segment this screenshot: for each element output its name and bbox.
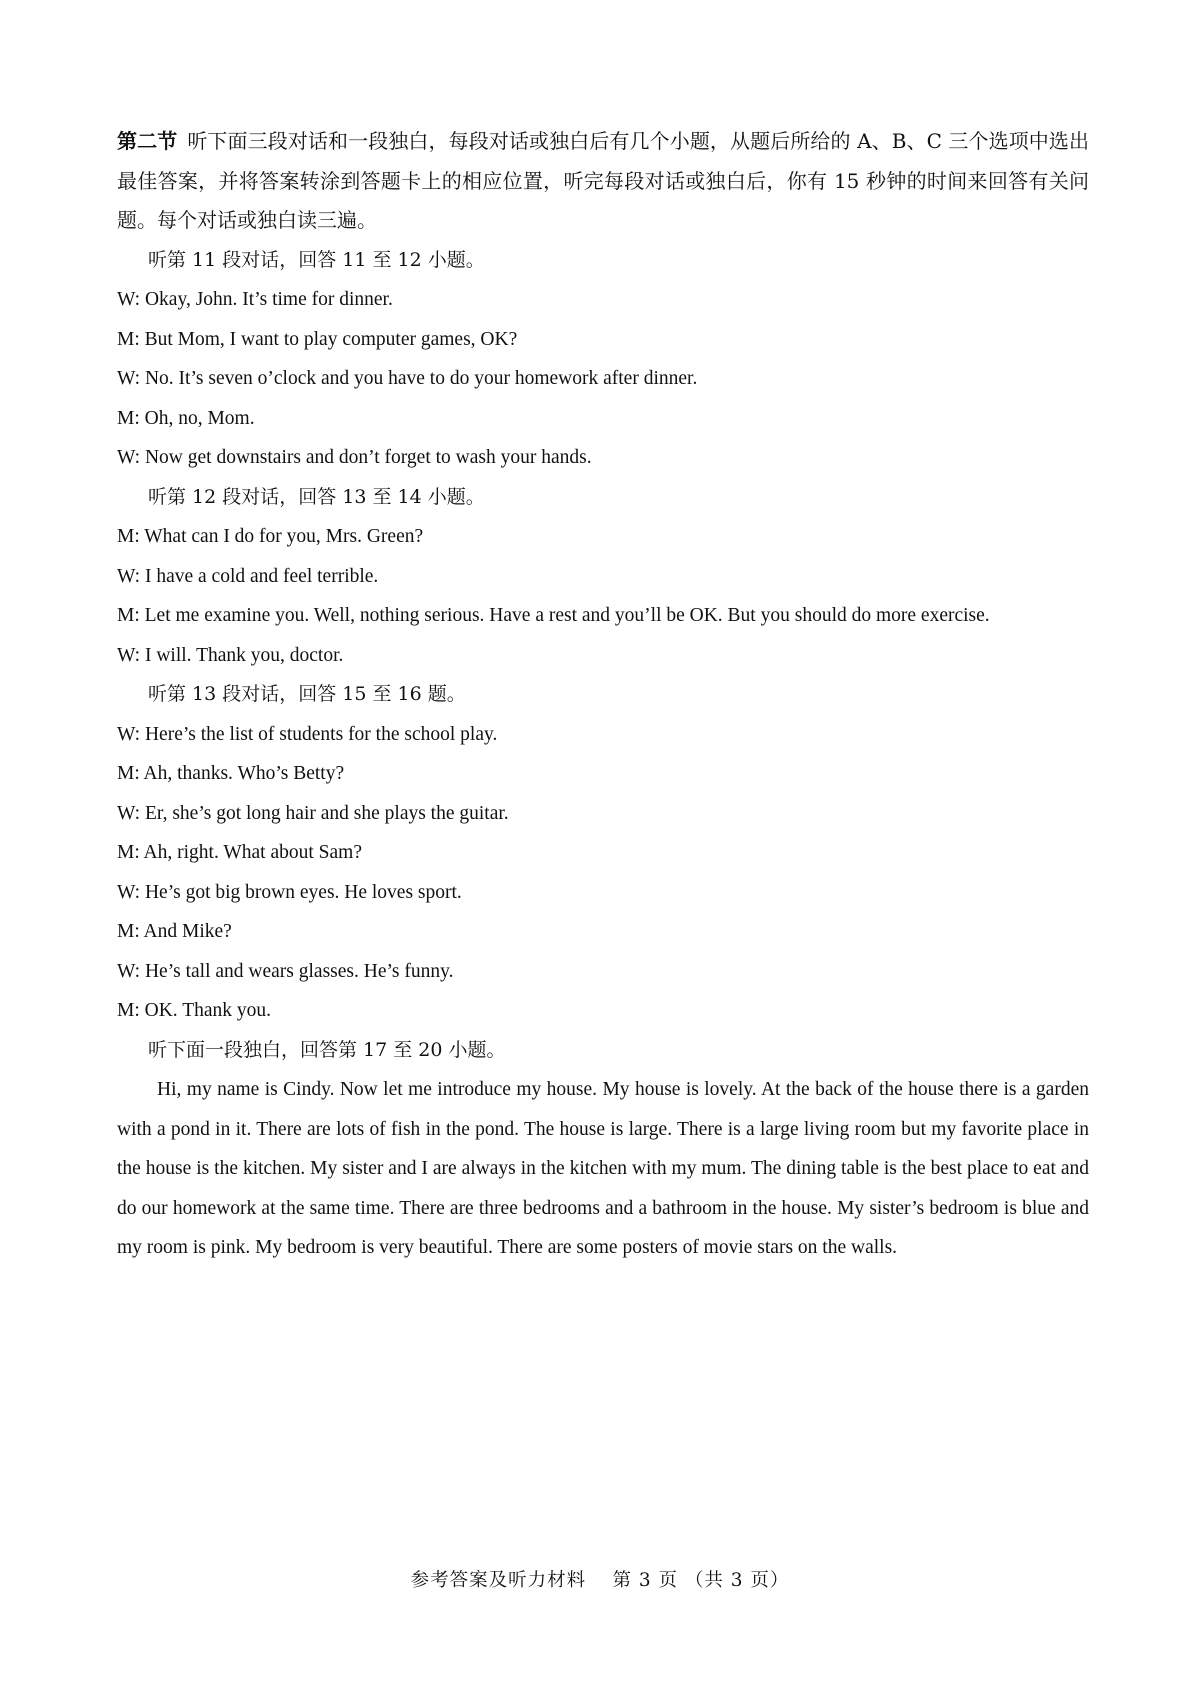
section-instructions: 听下面三段对话和一段独白，每段对话或独白后有几个小题，从题后所给的 A、B、C 三个选项中选出最佳答案，并将答案转涂到答题卡上的相应位置，听完每段对话或独白后，你有 15 秒钟的时间来回答有关问题。每个对话或独白读三遍。 bbox=[117, 129, 1089, 232]
dialogue-line: W: Here’s the list of students for the school play. bbox=[117, 723, 498, 745]
dialogue-line: M: Oh, no, Mom. bbox=[117, 407, 255, 429]
dialogue-heading: 听第 13 段对话，回答 15 至 16 题。 bbox=[148, 683, 466, 705]
document-page bbox=[117, 122, 1089, 1268]
dialogue-line: M: OK. Thank you. bbox=[117, 1000, 272, 1021]
section-title: 第二节 bbox=[117, 129, 178, 153]
dialogue-line: M: And Mike? bbox=[117, 921, 232, 942]
dialogue-line: M: But Mom, I want to play computer games, OK? bbox=[117, 328, 518, 350]
dialogue-line: W: Now get downstairs and don’t forget to wash your hands. bbox=[117, 447, 592, 468]
dialogue-line: M: What can I do for you, Mrs. Green? bbox=[117, 526, 424, 547]
dialogue-heading: 听第 11 段对话，回答 11 至 12 小题。 bbox=[148, 248, 485, 271]
dialogue-line: W: He’s got big brown eyes. He loves sport. bbox=[117, 881, 462, 903]
dialogue-line: W: I will. Thank you, doctor. bbox=[117, 644, 344, 666]
page-footer: 参考答案及听力材料 第 3 页 （共 3 页） bbox=[410, 1570, 790, 1591]
dialogue-line: W: I have a cold and feel terrible. bbox=[117, 565, 379, 587]
dialogue-line: W: He’s tall and wears glasses. He’s funny. bbox=[117, 960, 454, 982]
dialogue-line: W: Er, she’s got long hair and she plays the guitar. bbox=[117, 802, 509, 824]
dialogue-line: M: Ah, thanks. Who’s Betty? bbox=[117, 763, 345, 784]
dialogue-line: W: No. It’s seven o’clock and you have to do your homework after dinner. bbox=[117, 368, 698, 389]
section-intro bbox=[117, 122, 1089, 241]
dialogue-line: M: Ah, right. What about Sam? bbox=[117, 842, 362, 863]
dialogue-heading: 听第 12 段对话，回答 13 至 14 小题。 bbox=[148, 485, 485, 508]
dialogue-line: W: Okay, John. It’s time for dinner. bbox=[117, 289, 393, 310]
monologue-text: Hi, my name is Cindy. Now let me introduce my house. My house is lovely. At the back of the house there is a garden with a pond in it. There are lots of fish in the pond. The house is large. There is a large living room but my favorite place in the house is the kitchen. My sister and I are always in the kitchen with my mum. The dining table is the best place to eat and do our homework at the same time. There are three bedrooms and a bathroom in the house. My sister’s bedroom is blue and my room is pink. My bedroom is very beautiful. There are some posters of movie stars on the walls. bbox=[117, 1079, 1089, 1258]
dialogue-line: M: Let me examine you. Well, nothing serious. Have a rest and you’ll be OK. But you should do more exercise. bbox=[117, 605, 990, 626]
monologue-heading: 听下面一段独白，回答第 17 至 20 小题。 bbox=[148, 1038, 506, 1061]
